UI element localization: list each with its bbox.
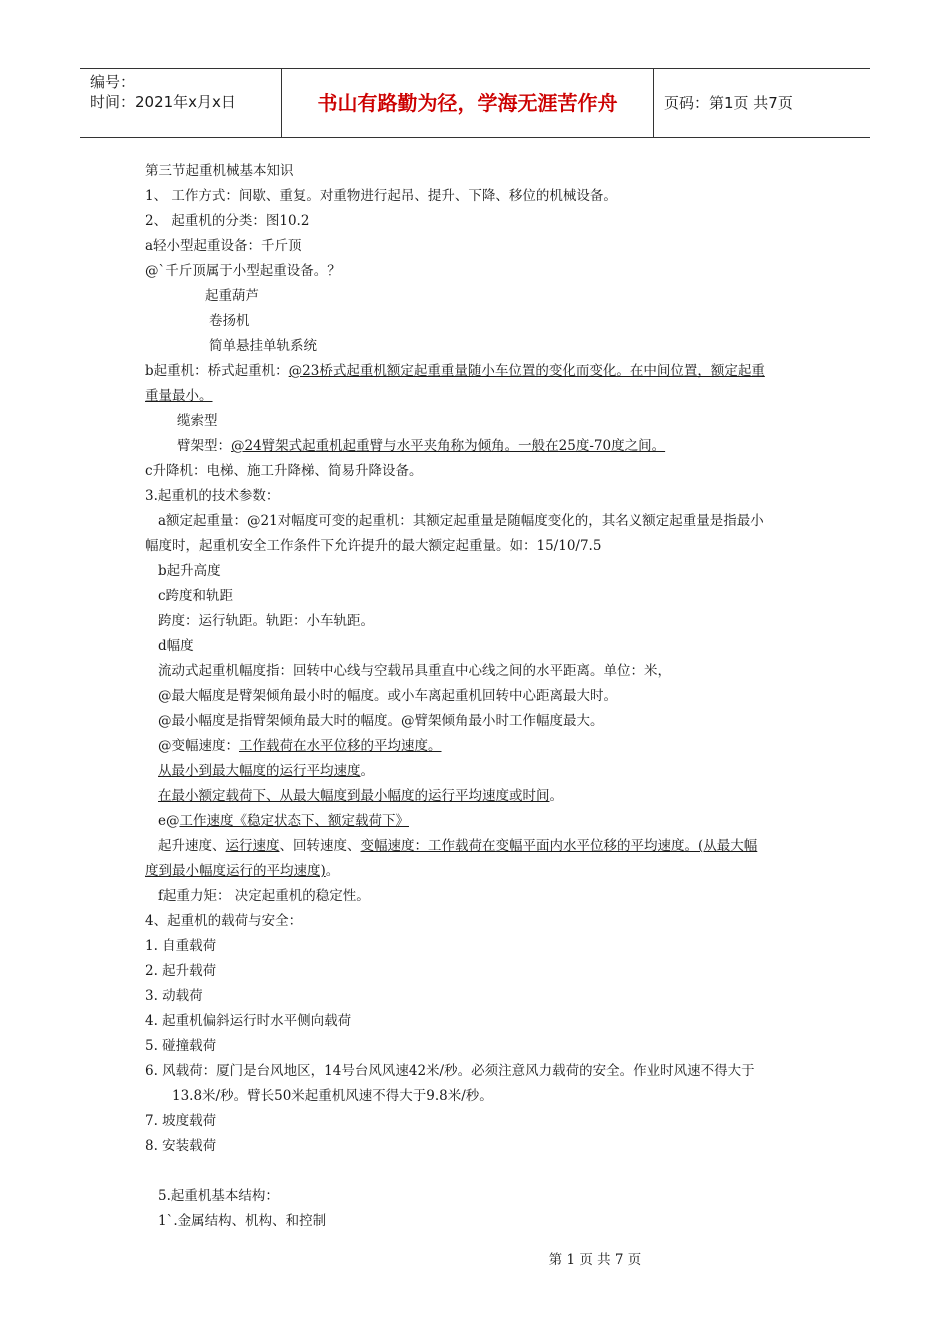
text-segment: d幅度 bbox=[158, 638, 194, 654]
text-line bbox=[209, 337, 317, 355]
text-segment: 流动式起重机幅度指：回转中心线与空载吊具重直中心线之间的水平距离。单位：米， bbox=[158, 663, 671, 679]
text-segment: 。 bbox=[549, 788, 563, 804]
text-segment: @最大幅度是臂架倾角最小时的幅度。或小车离起重机回转中心距离最大时。 bbox=[158, 688, 617, 704]
text-line bbox=[145, 1112, 216, 1130]
text-segment: 臂架型： bbox=[177, 438, 231, 454]
text-line bbox=[145, 912, 302, 930]
text-segment: 1`.金属结构、机构、和控制 bbox=[158, 1213, 327, 1229]
text-line bbox=[158, 1187, 279, 1205]
text-segment: a额定起重量：@21对幅度可变的起重机：其额定起重量是随幅度变化的，其名义额定起重量是指最小 bbox=[158, 513, 764, 529]
text-segment: 4. 起重机偏斜运行时水平侧向载荷 bbox=[145, 1013, 352, 1029]
underlined-text: 工作载荷在水平位移的平均速度。 bbox=[239, 738, 442, 754]
number-label: 编号： bbox=[90, 73, 136, 91]
text-line bbox=[158, 887, 370, 905]
text-line bbox=[158, 1212, 326, 1230]
text-line bbox=[158, 662, 671, 680]
text-line bbox=[158, 812, 409, 830]
text-line bbox=[145, 262, 341, 280]
text-segment: 8. 安装载荷 bbox=[145, 1138, 217, 1154]
text-line bbox=[158, 612, 374, 630]
text-line bbox=[145, 162, 294, 180]
underlined-text: 从最小到最大幅度的运行平均速度 bbox=[158, 763, 361, 779]
text-line bbox=[158, 587, 233, 605]
text-segment: 5.起重机基本结构： bbox=[158, 1188, 279, 1204]
text-line bbox=[145, 937, 216, 955]
text-segment: 卷扬机 bbox=[209, 313, 250, 329]
text-segment: 5. 碰撞载荷 bbox=[145, 1038, 217, 1054]
text-line bbox=[158, 687, 617, 705]
text-segment: 。 bbox=[325, 863, 340, 879]
text-segment: b起升高度 bbox=[158, 563, 221, 579]
text-segment: @最小幅度是指臂架倾角最大时的幅度。@臂架倾角最小时工作幅度最大。 bbox=[158, 713, 604, 729]
text-segment: c跨度和轨距 bbox=[158, 588, 234, 604]
text-segment: 7. 坡度载荷 bbox=[145, 1113, 217, 1129]
text-segment: @变幅速度： bbox=[158, 738, 239, 754]
text-line bbox=[145, 212, 309, 230]
text-line bbox=[177, 437, 665, 455]
page-footer bbox=[0, 1248, 950, 1268]
text-segment: 起升速度、 bbox=[158, 838, 226, 854]
text-line bbox=[158, 512, 764, 530]
text-segment: 4、起重机的载荷与安全： bbox=[145, 913, 303, 929]
underlined-text: 度到最小幅度运行的平均速度) bbox=[145, 863, 326, 879]
page-header bbox=[80, 68, 870, 138]
text-segment: 幅度时，起重机安全工作条件下允许提升的最大额定起重量。如：15/10/7.5 bbox=[145, 538, 602, 554]
header-meta bbox=[80, 69, 282, 137]
text-segment: 跨度：运行轨距。轨距：小车轨距。 bbox=[158, 613, 374, 629]
underlined-text: @24臂架式起重机起重臂与水平夹角称为倾角。一般在25度-70度之间。 bbox=[231, 438, 666, 454]
text-line bbox=[145, 462, 423, 480]
underlined-text: @23桥式起重机额定起重重量随小车位置的变化而变化。在中间位置，额定起重 bbox=[288, 363, 765, 379]
underlined-text: 重量最小。 bbox=[145, 388, 213, 404]
underlined-text: 工作速度《稳定状态下、额定载荷下》 bbox=[179, 813, 409, 829]
text-line bbox=[145, 487, 279, 505]
text-line bbox=[158, 637, 194, 655]
text-segment: e@ bbox=[158, 813, 180, 829]
text-segment: 。 bbox=[360, 763, 374, 779]
text-line bbox=[145, 537, 601, 555]
text-segment: 3.起重机的技术参数： bbox=[145, 488, 280, 504]
text-segment: 3. 动载荷 bbox=[145, 988, 203, 1004]
motto: 书山有路勤为径，学海无涯苦作舟 bbox=[282, 69, 654, 137]
text-line bbox=[145, 237, 302, 255]
text-segment: b起重机：桥式起重机： bbox=[145, 363, 289, 379]
text-line bbox=[145, 387, 213, 405]
text-line bbox=[158, 762, 374, 780]
text-line bbox=[145, 1037, 216, 1055]
text-line bbox=[158, 737, 442, 755]
text-segment: @`千斤顶属于小型起重设备。？ bbox=[145, 263, 341, 279]
text-line bbox=[145, 1062, 755, 1080]
text-segment: 缆索型 bbox=[177, 413, 218, 429]
text-line bbox=[158, 837, 757, 855]
text-line bbox=[145, 362, 765, 380]
text-line bbox=[172, 1087, 493, 1105]
text-line bbox=[145, 862, 339, 880]
text-line bbox=[145, 187, 617, 205]
footer-page-number: 第 1 页 共 7 页 bbox=[548, 1252, 642, 1268]
text-line bbox=[145, 1012, 351, 1030]
text-segment: 1、 工作方式：间歇、重复。对重物进行起吊、提升、下降、移位的机械设备。 bbox=[145, 188, 617, 204]
text-line bbox=[145, 987, 203, 1005]
text-line bbox=[205, 287, 259, 305]
text-segment: c升降机：电梯、施工升降梯、简易升降设备。 bbox=[145, 463, 423, 479]
text-segment: 1. 自重载荷 bbox=[145, 938, 217, 954]
text-segment: f起重力矩： 决定起重机的稳定性。 bbox=[158, 888, 370, 904]
text-segment: 2. 起升载荷 bbox=[145, 963, 217, 979]
underlined-text: 运行速度 bbox=[225, 838, 280, 854]
underlined-text: 在最小额定载荷下、从最大幅度到最小幅度的运行平均速度或时间 bbox=[158, 788, 550, 804]
underlined-text: 变幅速度：工作载荷在变幅平面内水平位移的平均速度。(从最大幅 bbox=[360, 838, 758, 854]
text-segment: 6. 风载荷：厦门是台风地区，14号台风风速42米/秒。必须注意风力载荷的安全。作业时风速不得大于 bbox=[145, 1063, 755, 1079]
text-segment: 2、 起重机的分类：图10.2 bbox=[145, 213, 310, 229]
text-segment: 、回转速度、 bbox=[279, 838, 361, 854]
text-segment: 13.8米/秒。臂长50米起重机风速不得大于9.8米/秒。 bbox=[172, 1088, 493, 1104]
page-label: 页码：第1页 共7页 bbox=[664, 94, 793, 112]
text-segment: 起重葫芦 bbox=[205, 288, 259, 304]
text-segment: 第三节起重机械基本知识 bbox=[145, 163, 294, 179]
text-line bbox=[158, 562, 221, 580]
date-label: 时间：2021年x月x日 bbox=[90, 93, 236, 111]
text-line bbox=[145, 1137, 216, 1155]
text-segment: a轻小型起重设备：千斤顶 bbox=[145, 238, 302, 254]
text-line bbox=[145, 962, 216, 980]
text-line bbox=[209, 312, 250, 330]
text-segment: 简单悬挂单轨系统 bbox=[209, 338, 317, 354]
text-line bbox=[158, 787, 563, 805]
text-line bbox=[177, 412, 218, 430]
text-line bbox=[158, 712, 604, 730]
